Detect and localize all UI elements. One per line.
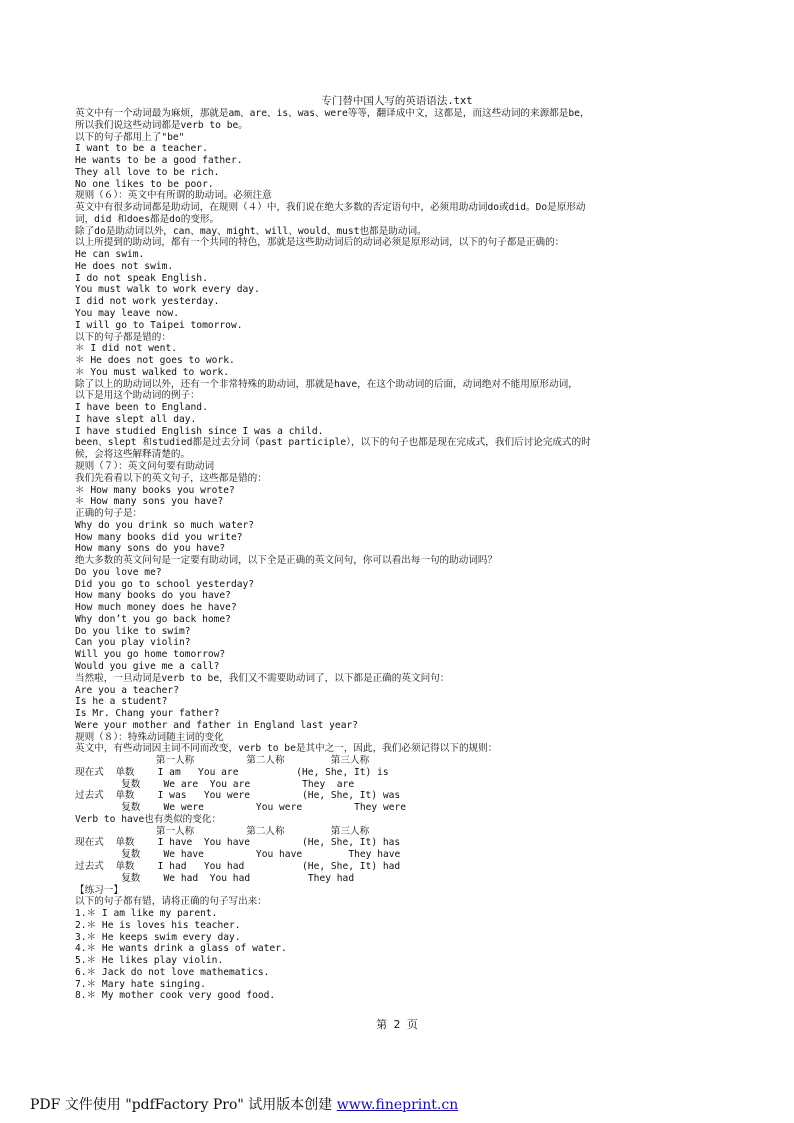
text-line: ＊ He does not goes to work.	[75, 355, 235, 367]
text-line: 候，会将这些解释清楚的。	[75, 449, 191, 461]
text-line: ＊ You must walked to work.	[75, 366, 229, 378]
footer-text: PDF 文件使用 "pdfFactory Pro" 试用版本创建	[30, 1097, 337, 1113]
text-line: ＊ How many sons you have?	[75, 496, 224, 508]
text-line: I have been to England.	[75, 402, 208, 414]
text-line: 5.＊ He likes play violin.	[75, 955, 224, 967]
text-line: 正确的句子是：	[75, 508, 143, 520]
text-line: How many sons do you have?	[75, 543, 226, 555]
text-line: He does not swim.	[75, 260, 174, 272]
text-line: 以下是用这个助动词的例子：	[75, 390, 200, 402]
document-body	[75, 108, 725, 1002]
text-line: 除了以上的助动词以外，还有一个非常特殊的助动词，那就是have，在这个助动词的后面，动词绝对不能用原形动词，	[75, 378, 578, 390]
text-line: been、slept 和studied都是过去分词（past participle），以下的句子也都是现在完成式，我们后讨论完成式的时	[75, 437, 591, 449]
text-line: He can swim.	[75, 249, 145, 261]
text-line: I have studied English since I was a child.	[75, 425, 324, 437]
footer-link[interactable]: www.fineprint.cn	[336, 1097, 459, 1113]
text-line: 复数 We were You were They were	[75, 802, 407, 814]
text-line: 以上所提到的助动词，都有一个共同的特色，那就是这些助动词后的动词必须是原形动词，以下的句子都是正确的：	[75, 237, 565, 249]
text-line: He wants to be a good father.	[75, 155, 243, 167]
text-line: 1.＊ I am like my parent.	[75, 908, 218, 920]
text-line: 复数 We had You had They had	[75, 872, 355, 884]
text-line: 词，did 和does都是do的变形。	[75, 213, 220, 225]
page-number: 第 2 页	[376, 1018, 418, 1031]
text-line: Is Mr. Chang your father?	[75, 708, 220, 720]
text-line: No one likes to be poor.	[75, 178, 214, 190]
text-line: Verb to have也有类似的变化：	[75, 813, 222, 825]
text-line: 复数 We are You are They are	[75, 778, 355, 790]
text-line: 4.＊ He wants drink a glass of water.	[75, 943, 287, 955]
text-line: Why do you drink so much water?	[75, 519, 255, 531]
text-line: 6.＊ Jack do not love mathematics.	[75, 966, 270, 978]
text-line: 现在式 单数 I have You have (He, She, It) has	[75, 837, 401, 849]
text-line: 现在式 单数 I am You are (He, She, It) is	[75, 766, 389, 778]
text-line: 英文中，有些动词因主词不同而改变，verb to be是其中之一，因此，我们必须记得以下的规则：	[75, 743, 498, 755]
text-line: 以下的句子都用上了"be"	[75, 131, 185, 143]
document-title: 专门替中国人写的英语语法.txt	[321, 95, 473, 107]
text-line: ＊ How many books you wrote?	[75, 484, 235, 496]
text-line: I have slept all day.	[75, 413, 197, 425]
text-line: Are you a teacher?	[75, 684, 179, 696]
text-line: I did not work yesterday.	[75, 296, 220, 308]
text-line: 以下的句子都是错的：	[75, 331, 171, 343]
text-line: 【练习一】	[75, 884, 123, 896]
text-line: I will go to Taipei tomorrow.	[75, 319, 243, 331]
text-line: You may leave now.	[75, 308, 179, 320]
text-line: Were your mother and father in England last year?	[75, 719, 359, 731]
text-line: I want to be a teacher.	[75, 143, 208, 155]
text-line: ＊ I did not went.	[75, 343, 178, 355]
text-line: Did you go to school yesterday?	[75, 578, 255, 590]
text-line: Would you give me a call?	[75, 660, 220, 672]
text-line: 规则（７）：英文问句要有助动词	[75, 460, 215, 472]
text-line: 第一人称 第二人称 第三人称	[75, 825, 370, 837]
text-line: 规则（６）：英文中有所谓的助动词。必须注意	[75, 190, 272, 202]
text-line: 以下的句子都有错，请将正确的句子写出来：	[75, 896, 267, 908]
text-line: Do you like to swim?	[75, 625, 191, 637]
text-line: How many books did you write?	[75, 531, 243, 543]
text-line: 过去式 单数 I was You were (He, She, It) was	[75, 790, 401, 802]
text-line: 当然啦，一旦动词是verb to be，我们又不需要助动词了，以下都是正确的英文问句：	[75, 672, 450, 684]
text-line: 绝大多数的英文问句是一定要有助动词，以下全是正确的英文问句，你可以看出每一句的助动词吗？	[75, 555, 498, 567]
text-line: 第一人称 第二人称 第三人称	[75, 755, 370, 767]
text-line: 所以我们说这些动词都是verb to be。	[75, 119, 248, 131]
text-line: How much money does he have?	[75, 602, 237, 614]
text-line: Is he a student?	[75, 696, 168, 708]
text-line: They all love to be rich.	[75, 166, 220, 178]
text-line: You must walk to work every day.	[75, 284, 260, 296]
text-line: Can you play violin?	[75, 637, 191, 649]
text-line: 过去式 单数 I had You had (He, She, It) had	[75, 861, 401, 872]
text-line: Will you go home tomorrow?	[75, 649, 226, 661]
pdf-footer	[30, 1094, 458, 1114]
text-line: 规则（８）：特殊动词随主词的变化	[75, 731, 224, 743]
text-line: Do you love me?	[75, 566, 162, 578]
text-line: 2.＊ He is loves his teacher.	[75, 919, 241, 931]
text-line: 复数 We have You have They have	[75, 849, 401, 861]
text-line: 除了do是助动词以外，can、may、might、will、would、must也都是助动词。	[75, 225, 427, 237]
text-line: 英文中有一个动词最为麻烦，那就是am、are、is、was、were等等，翻译成中文，这都是，而这些动词的来源都是be，	[75, 108, 590, 119]
text-line: I do not speak English.	[75, 272, 208, 284]
text-line: Why don’t you go back home?	[75, 613, 231, 625]
text-line: 我们先看看以下的英文句子，这些都是错的：	[75, 472, 267, 484]
text-line: 英文中有很多动词都是助动词，在规则（４）中，我们说在绝大多数的否定语句中，必须用助动词do或did。Do是原形动	[75, 202, 586, 214]
text-line: 3.＊ He keeps swim every day.	[75, 931, 241, 943]
text-line: How many books do you have?	[75, 590, 231, 602]
text-line: 8.＊ My mother cook very good food.	[75, 990, 276, 1002]
text-line: 7.＊ Mary hate singing.	[75, 978, 206, 990]
